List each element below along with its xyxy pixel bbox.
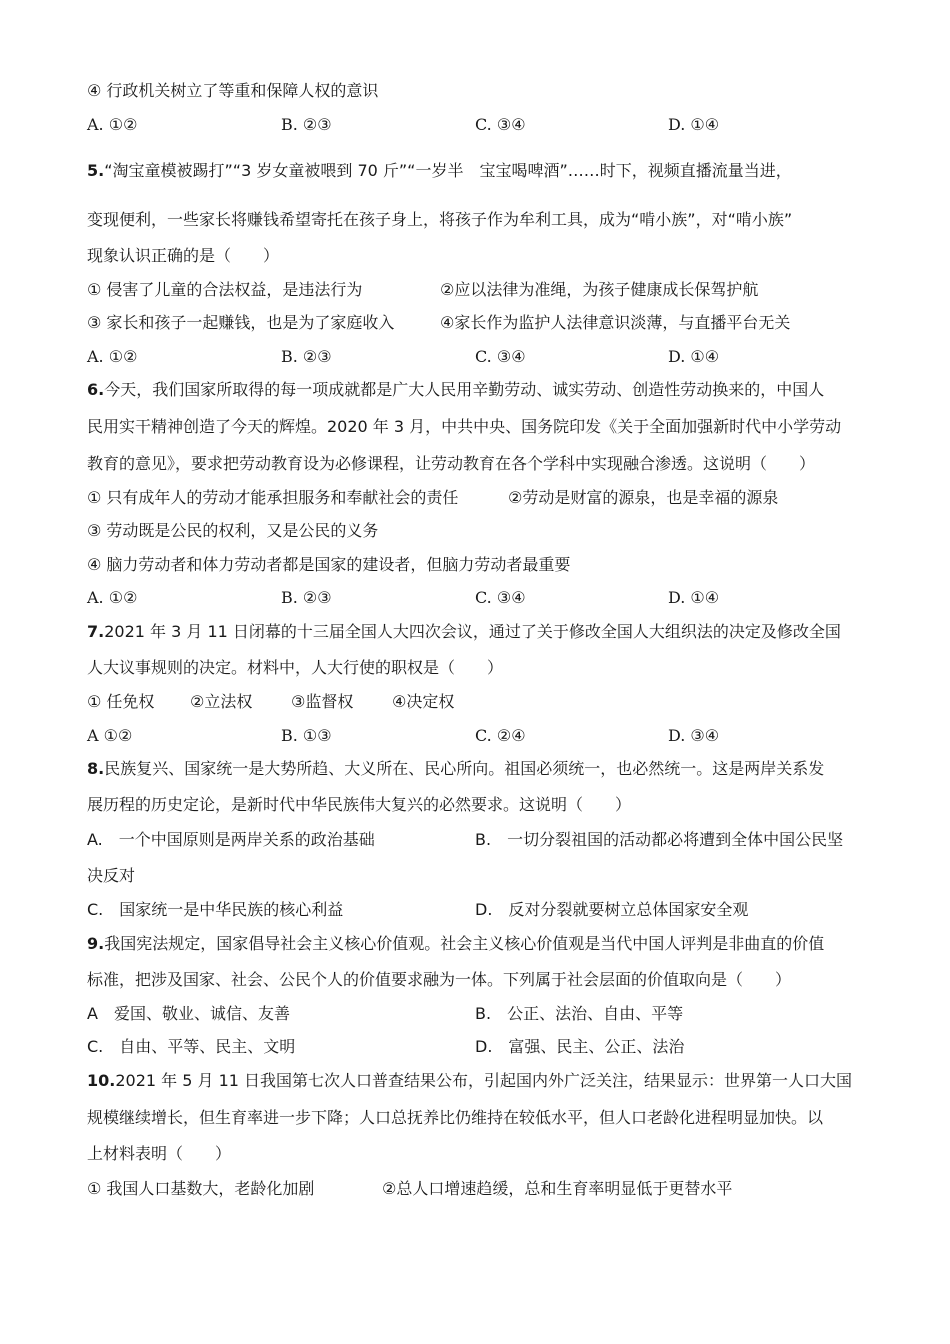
q8-option-b-continued: 决反对 bbox=[87, 866, 136, 885]
q10-item-1: ① 我国人口基数大，老龄化加剧 bbox=[87, 1179, 315, 1198]
q6-stem-line-3: 教育的意见》，要求把劳动教育设为必修课程，让劳动教育在各个学科中实现融合渗透。这说明（ ） bbox=[87, 454, 816, 473]
q5-number: 5. bbox=[87, 161, 105, 180]
q6-option-b: B. ②③ bbox=[281, 588, 332, 607]
q5-stem-line-2: 变现便利，一些家长将赚钱希望寄托在孩子身上，将孩子作为牟利工具，成为“啃小族”，对“啃小族” bbox=[87, 210, 793, 229]
q9-option-a: A 爱国、敬业、诚信、友善 bbox=[87, 1004, 290, 1023]
q10-stem-line-1 bbox=[87, 1070, 852, 1092]
q10-stem-line-2: 规模继续增长，但生育率进一步下降；人口总抚养比仍维持在较低水平，但人口老龄化进程明显加快。以 bbox=[87, 1108, 824, 1127]
q8-option-a: A. 一个中国原则是两岸关系的政治基础 bbox=[87, 830, 375, 849]
q8-stem-line-1 bbox=[87, 758, 824, 780]
q6-number: 6. bbox=[87, 380, 105, 399]
q9-stem-text-1: 我国宪法规定，国家倡导社会主义核心价值观。社会主义核心价值观是当代中国人评判是非曲直的价值 bbox=[104, 934, 825, 953]
q6-option-c: C. ③④ bbox=[475, 588, 526, 607]
q8-option-d: D. 反对分裂就要树立总体国家安全观 bbox=[475, 900, 749, 919]
q10-item-2: ②总人口增速趋缓，总和生育率明显低于更替水平 bbox=[382, 1179, 733, 1198]
q9-stem-line-1 bbox=[87, 933, 824, 955]
q5-stem-line-1 bbox=[87, 160, 792, 182]
q5-stem-text-1: “淘宝童模被踢打”“3 岁女童被喂到 70 斤”“一岁半 宝宝喝啤酒”……时下，视频直播流量当进， bbox=[104, 161, 792, 180]
q7-stem-text-1: 2021 年 3 月 11 日闭幕的十三届全国人大四次会议，通过了关于修改全国人大组织法的决定及修改全国 bbox=[104, 622, 841, 641]
q9-number: 9. bbox=[87, 934, 105, 953]
q4-option-a: A. ①② bbox=[87, 115, 138, 134]
q5-item-3: ③ 家长和孩子一起赚钱，也是为了家庭收入 bbox=[87, 313, 395, 332]
q7-item-2: ②立法权 bbox=[190, 692, 253, 711]
q5-option-b: B. ②③ bbox=[281, 347, 332, 366]
q5-item-4: ④家长作为监护人法律意识淡薄，与直播平台无关 bbox=[440, 313, 791, 332]
q8-number: 8. bbox=[87, 759, 105, 778]
q7-item-1: ① 任免权 bbox=[87, 692, 155, 711]
q4-option-c: C. ③④ bbox=[475, 115, 526, 134]
q5-item-2: ②应以法律为准绳，为孩子健康成长保驾护航 bbox=[440, 280, 759, 299]
q7-option-c: C. ②④ bbox=[475, 726, 526, 745]
q6-stem-text-1: 今天，我们国家所取得的每一项成就都是广大人民用辛勤劳动、诚实劳动、创造性劳动换来的，中国人 bbox=[104, 380, 825, 399]
q6-item-2: ②劳动是财富的源泉，也是幸福的源泉 bbox=[508, 488, 779, 507]
q7-stem-line-1 bbox=[87, 621, 841, 643]
q6-stem-line-2: 民用实干精神创造了今天的辉煌。2020 年 3 月，中共中央、国务院印发《关于全面加强新时代中小学劳动 bbox=[87, 417, 842, 436]
q7-number: 7. bbox=[87, 622, 105, 641]
q5-option-a: A. ①② bbox=[87, 347, 138, 366]
q7-item-4: ④决定权 bbox=[392, 692, 455, 711]
q5-option-d: D. ①④ bbox=[668, 347, 720, 366]
q5-item-1: ① 侵害了儿童的合法权益，是违法行为 bbox=[87, 280, 363, 299]
q9-option-b: B. 公正、法治、自由、平等 bbox=[475, 1004, 684, 1023]
q9-option-c: C. 自由、平等、民主、文明 bbox=[87, 1037, 296, 1056]
q8-stem-line-2: 展历程的历史定论，是新时代中华民族伟大复兴的必然要求。这说明（ ） bbox=[87, 795, 632, 814]
q7-option-d: D. ③④ bbox=[668, 726, 720, 745]
q4-option-d: D. ①④ bbox=[668, 115, 720, 134]
q7-item-3: ③监督权 bbox=[291, 692, 354, 711]
q6-option-a: A. ①② bbox=[87, 588, 138, 607]
q5-stem-line-3: 现象认识正确的是（ ） bbox=[87, 246, 280, 265]
q4-item-4: ④ 行政机关树立了等重和保障人权的意识 bbox=[87, 81, 379, 100]
q6-option-d: D. ①④ bbox=[668, 588, 720, 607]
q8-option-b: B. 一切分裂祖国的活动都必将遭到全体中国公民坚 bbox=[475, 830, 844, 849]
q6-stem-line-1 bbox=[87, 379, 824, 401]
q4-option-b: B. ②③ bbox=[281, 115, 332, 134]
q6-item-3: ③ 劳动既是公民的权利，又是公民的义务 bbox=[87, 521, 379, 540]
q5-option-c: C. ③④ bbox=[475, 347, 526, 366]
q9-stem-line-2: 标准，把涉及国家、社会、公民个人的价值要求融为一体。下列属于社会层面的价值取向是（ ） bbox=[87, 970, 792, 989]
q7-option-b: B. ①③ bbox=[281, 726, 332, 745]
q8-option-c: C. 国家统一是中华民族的核心利益 bbox=[87, 900, 344, 919]
q10-stem-line-3: 上材料表明（ ） bbox=[87, 1144, 232, 1163]
q10-stem-text-1: 2021 年 5 月 11 日我国第七次人口普查结果公布，引起国内外广泛关注，结果显示：世界第一人口大国 bbox=[115, 1071, 853, 1090]
q9-option-d: D. 富强、民主、公正、法治 bbox=[475, 1037, 685, 1056]
q8-stem-text-1: 民族复兴、国家统一是大势所趋、大义所在、民心所向。祖国必须统一，也必然统一。这是两岸关系发 bbox=[104, 759, 825, 778]
q6-item-4: ④ 脑力劳动者和体力劳动者都是国家的建设者，但脑力劳动者最重要 bbox=[87, 555, 571, 574]
q6-item-1: ① 只有成年人的劳动才能承担服务和奉献社会的责任 bbox=[87, 488, 459, 507]
q7-option-a: A ①② bbox=[87, 726, 133, 745]
q7-stem-line-2: 人大议事规则的决定。材料中，人大行使的职权是（ ） bbox=[87, 658, 504, 677]
q10-number: 10. bbox=[87, 1071, 116, 1090]
